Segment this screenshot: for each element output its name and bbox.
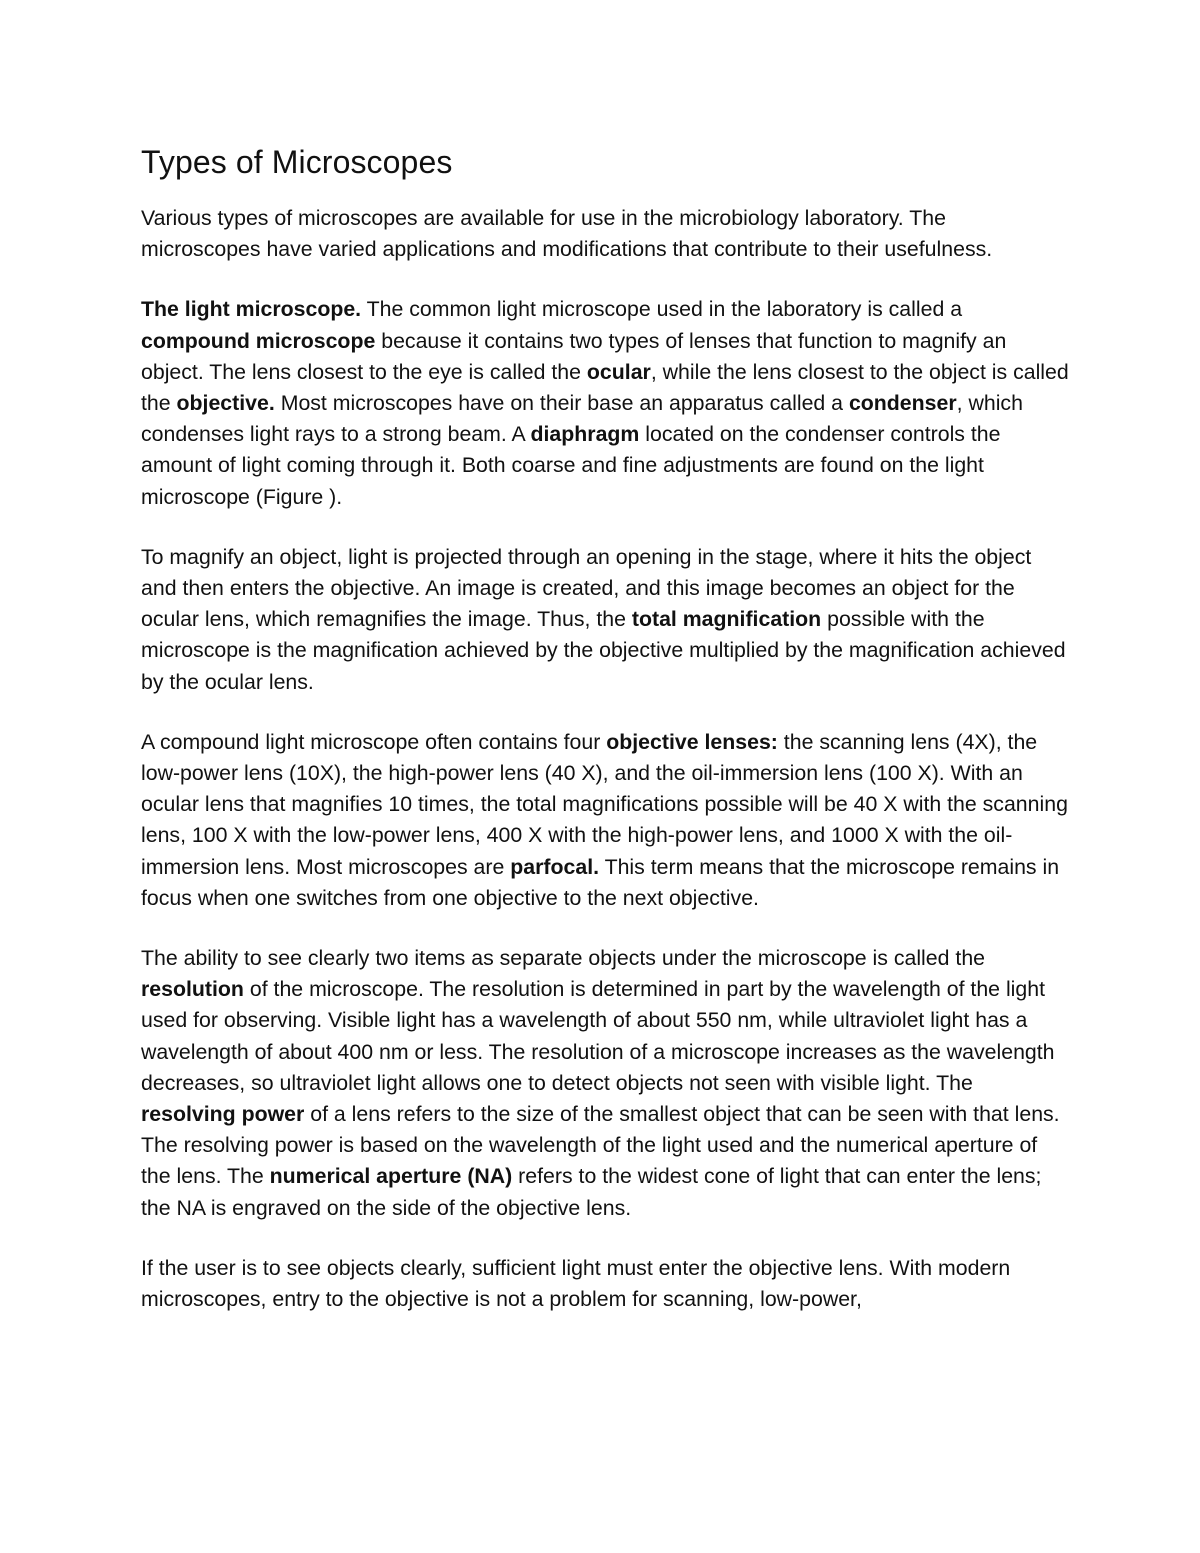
text-run: because it contains two types of lenses that function to magnify an object. The lens closest to the eye is called the: [141, 328, 1007, 384]
bold-term: parfocal.: [510, 854, 600, 879]
text-run: possible with the microscope is the magnification achieved by the objective multiplied by the magnification achieved by the ocular lens.: [141, 607, 1066, 694]
text-run: , while the lens closest to the object is called the: [141, 359, 1069, 416]
text-run: of the microscope. The resolution is determined in part by the wavelength of the light used for observing. Visible light has a wavelength of about 550 nm, while ultraviolet light has a wavelength of about 400 nm or less. The resolution of a microscope increases as the wavelength decreases, so ultraviolet light allows one to detect objects not seen with visible light. The: [141, 977, 1055, 1095]
text-run: Various types of microscopes are available for use in the microbiology laboratory. The microscopes have varied applications and modifications that contribute to their usefulness.: [141, 206, 993, 262]
document-page: [141, 140, 1071, 1344]
document-body: [141, 203, 1071, 1315]
text-run: , which condenses light rays to a strong beam. A: [141, 391, 1023, 447]
body-paragraph: [141, 294, 1071, 512]
text-run: A compound light microscope often contains four: [141, 729, 607, 754]
bold-term: numerical aperture (NA): [269, 1164, 513, 1189]
bold-term: The light microscope.: [141, 297, 362, 322]
text-run: of a lens refers to the size of the smallest object that can be seen with that lens. The resolving power is based on the wavelength of the light used and the numerical aperture of the lens. The: [141, 1102, 1060, 1189]
text-run: refers to the widest cone of light that can enter the lens; the NA is engraved on the side of the objective lens.: [141, 1164, 1042, 1220]
text-run: The ability to see clearly two items as separate objects under the microscope is called the: [141, 946, 986, 971]
body-paragraph: [141, 943, 1071, 1224]
text-run: This term means that the microscope remains in focus when one switches from one objective to the next objective.: [141, 854, 1060, 910]
bold-term: resolution: [141, 977, 244, 1002]
bold-term: ocular: [586, 359, 651, 384]
text-run: Most microscopes have on their base an apparatus called a: [274, 391, 849, 416]
bold-term: objective.: [176, 391, 275, 416]
text-run: the scanning lens (4X), the low-power lens (10X), the high-power lens (40 X), and the oil-immersion lens (100 X). With an ocular lens that magnifies 10 times, the total magnifications possible will be 40 X with the scanning lens, 100 X with the low-power lens, 400 X with the high-power lens, and 1000 X with the oil-immersion lens. Most microscopes are: [141, 729, 1068, 879]
bold-term: diaphragm: [530, 422, 640, 447]
bold-term: resolving power: [141, 1102, 305, 1127]
document-title: Types of Microscopes: [141, 144, 453, 180]
body-paragraph: [141, 1253, 1071, 1315]
bold-term: compound microscope: [141, 328, 376, 353]
body-paragraph: [141, 203, 1071, 265]
body-paragraph: [141, 542, 1071, 698]
bold-term: objective lenses:: [606, 729, 778, 754]
text-run: located on the condenser controls the amount of light coming through it. Both coarse and fine adjustments are found on the light microscope (Figure ).: [141, 422, 1001, 509]
bold-term: condenser: [848, 391, 957, 416]
bold-term: total magnification: [631, 607, 822, 632]
text-run: The common light microscope used in the laboratory is called a: [361, 297, 963, 322]
text-run: To magnify an object, light is projected through an opening in the stage, where it hits the object and then enters the objective. An image is created, and this image becomes an object for the ocular lens, which remagnifies the image. Thus, the: [141, 544, 1032, 632]
text-run: If the user is to see objects clearly, sufficient light must enter the objective lens. With modern microscopes, entry to the objective is not a problem for scanning, low-power,: [141, 1255, 1011, 1312]
body-paragraph: [141, 727, 1071, 914]
